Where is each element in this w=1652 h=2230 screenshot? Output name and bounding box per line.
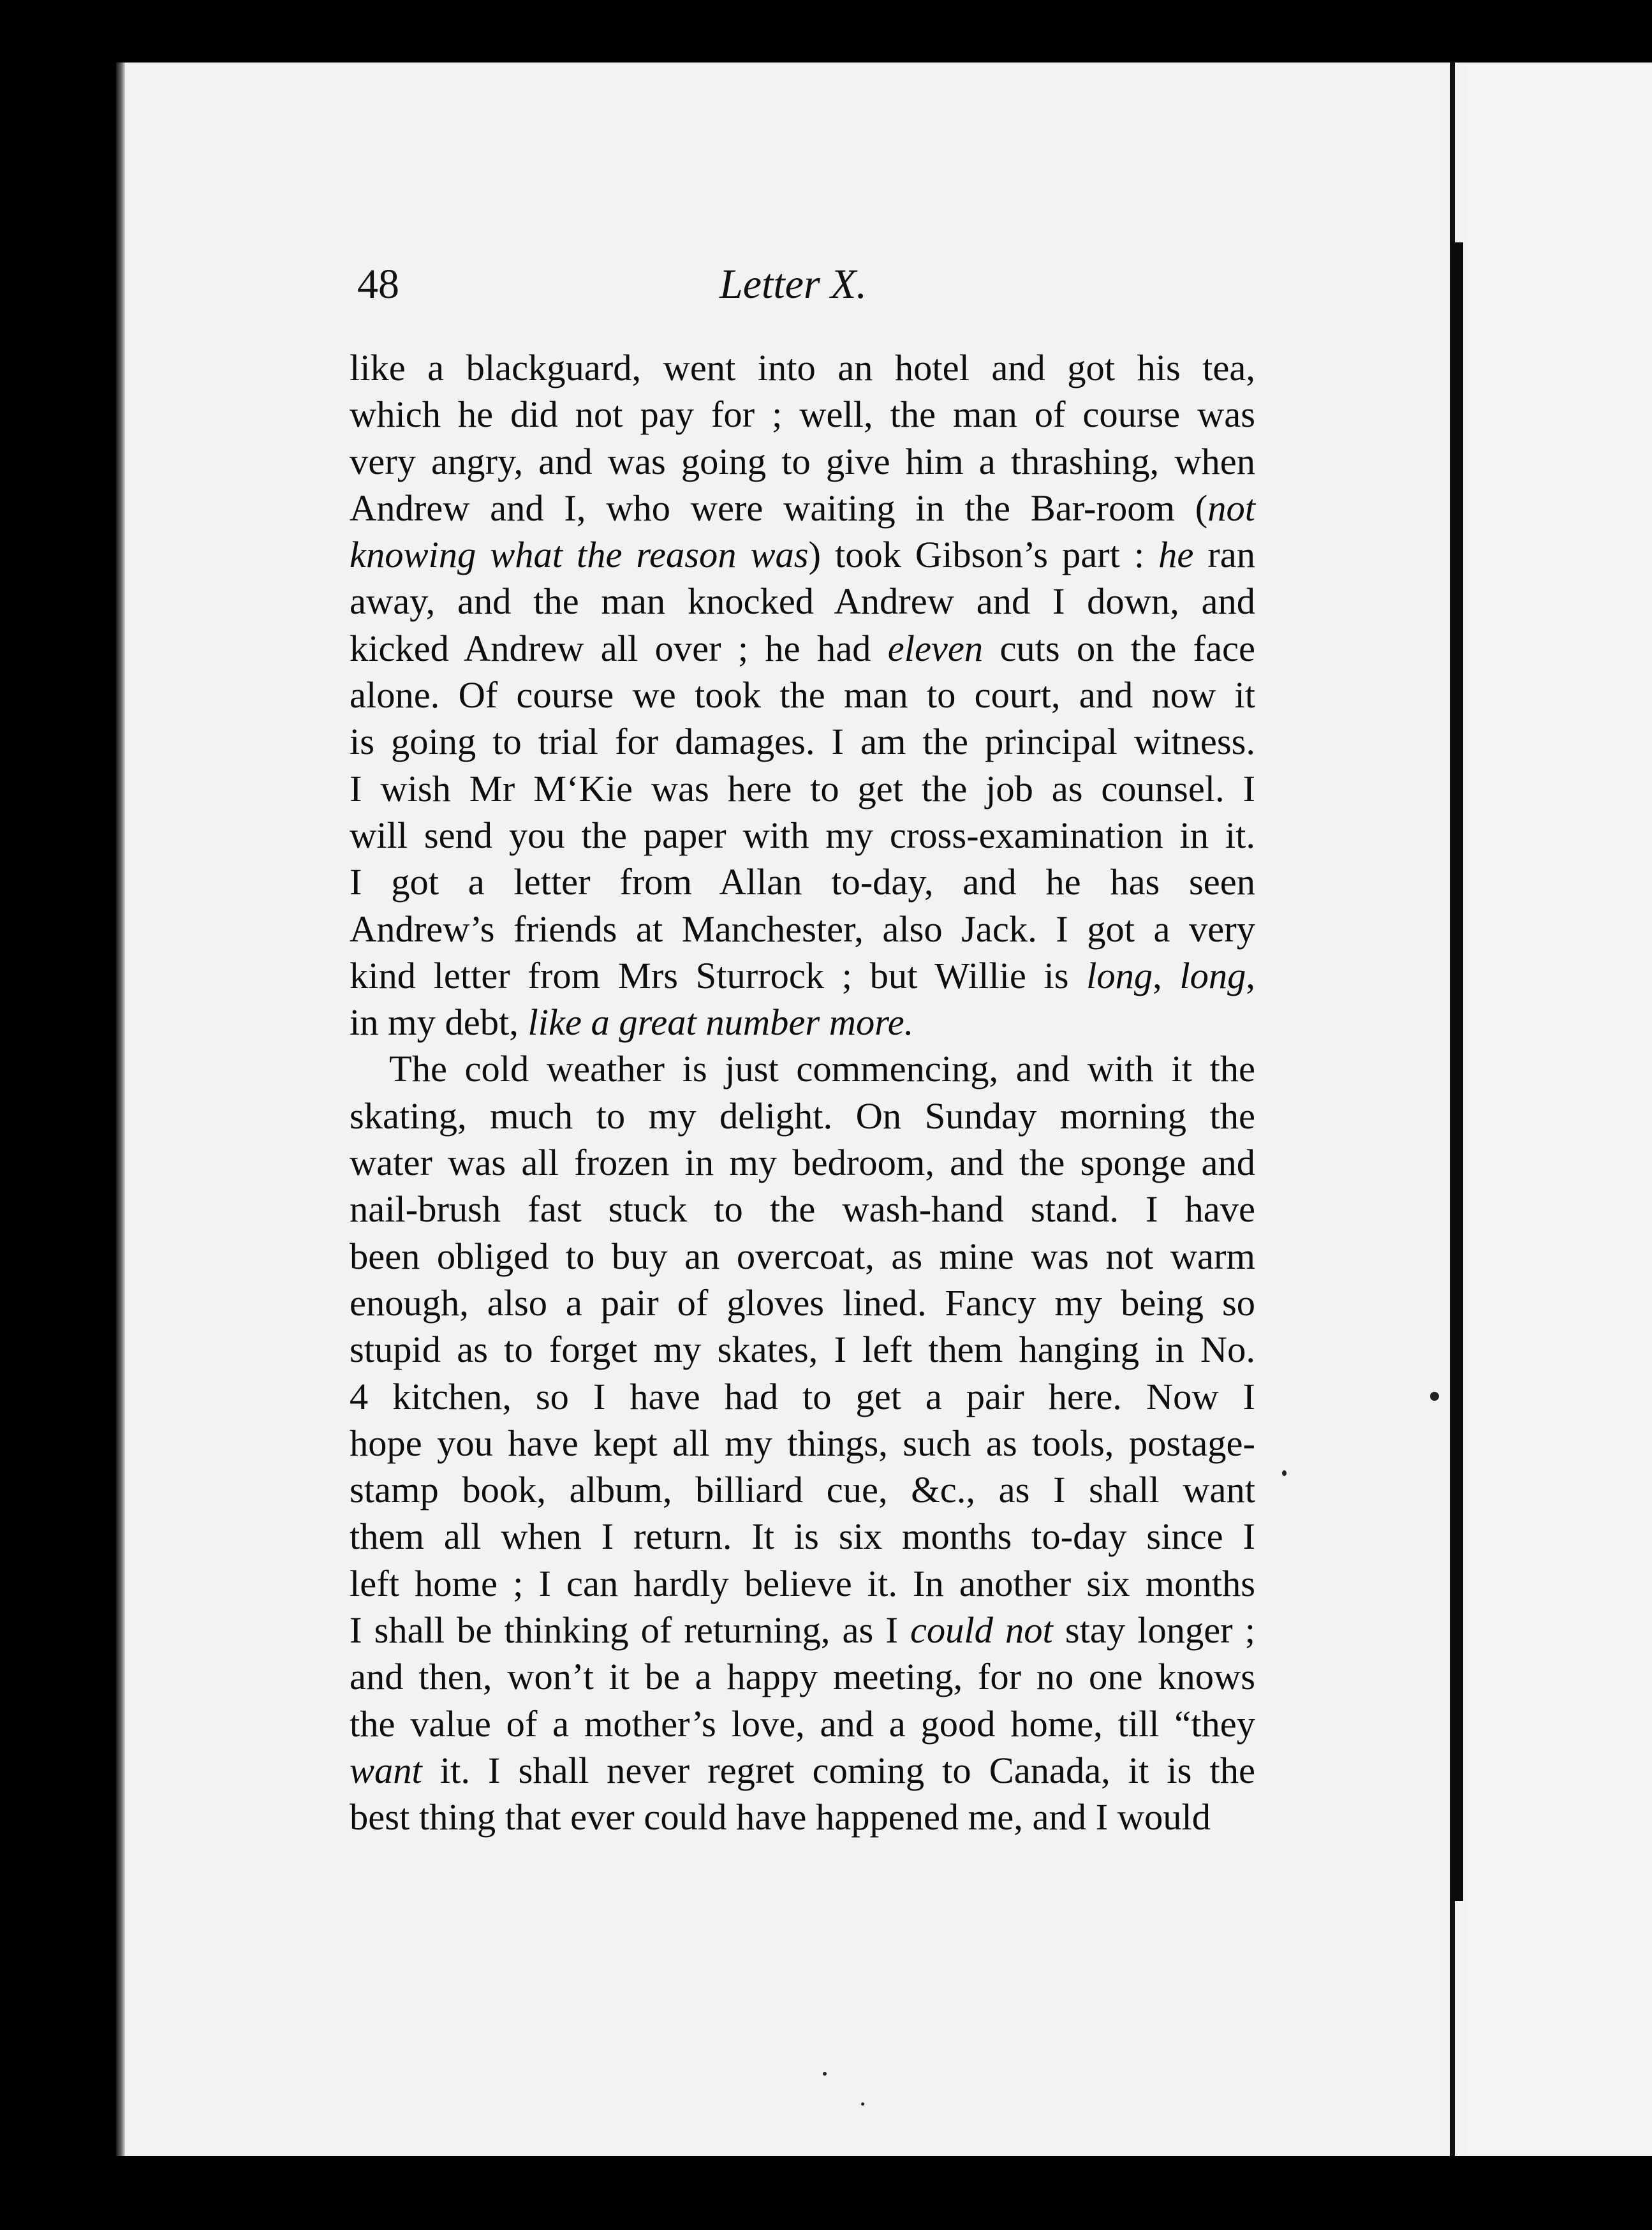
text-run: 4 kitchen, so I have had to get a pair here. Now I <box>350 1375 1255 1417</box>
text-run: Andrew’s friends at Manchester, also Jack. I got a very <box>350 908 1255 950</box>
page-fold-shadow <box>1452 242 1463 1901</box>
text-line <box>350 1607 1255 1653</box>
text-line <box>350 485 1255 531</box>
paragraph <box>350 344 1255 1045</box>
text-line <box>350 1093 1255 1139</box>
text-run: I got a letter from Allan to-day, and he has seen <box>350 861 1255 903</box>
text-run: water was all frozen in my bedroom, and the sponge and <box>350 1142 1255 1184</box>
italic-text: eleven <box>887 627 984 669</box>
text-run: it. I shall never regret coming to Canada, it is the <box>422 1749 1255 1791</box>
text-run: stupid as to forget my skates, I left them hanging in No. <box>350 1329 1255 1371</box>
text-line <box>350 1326 1255 1373</box>
text-run: kind letter from Mrs Sturrock ; but Willie is <box>350 954 1087 996</box>
text-run: I shall be thinking of returning, as I <box>350 1609 910 1651</box>
italic-text: could not <box>910 1609 1053 1651</box>
text-line <box>350 1280 1255 1326</box>
text-run: stay longer ; <box>1052 1609 1255 1651</box>
text-run: cuts on the face <box>983 627 1255 669</box>
text-line <box>350 672 1255 718</box>
text-run: them all when I return. It is six months to-day since I <box>350 1516 1255 1558</box>
text-run: will send you the paper with my cross-examination in it. <box>350 814 1255 856</box>
text-run: nail-brush fast stuck to the wash-hand stand. I have <box>350 1188 1255 1230</box>
text-line <box>350 1233 1255 1280</box>
text-line <box>350 344 1255 391</box>
text-line <box>350 625 1255 672</box>
text-line <box>350 391 1255 438</box>
text-run: left home ; I can hardly believe it. In another six months <box>350 1562 1255 1604</box>
text-run: kicked Andrew all over ; he had <box>350 627 888 669</box>
text-line <box>350 718 1255 765</box>
text-run: is going to trial for damages. I am the principal witness. <box>350 721 1255 763</box>
text-line <box>350 859 1255 905</box>
text-run: enough, also a pair of gloves lined. Fancy my being so <box>350 1281 1255 1324</box>
text-run: alone. Of course we took the man to court, and now it <box>350 674 1255 716</box>
paragraph <box>350 1045 1255 1840</box>
text-line <box>350 952 1255 999</box>
text-run: which he did not pay for ; well, the man of course was <box>350 394 1255 436</box>
text-line <box>350 1420 1255 1466</box>
italic-text: want <box>350 1749 422 1791</box>
text-line <box>350 1794 1255 1840</box>
italic-text: like a great number more. <box>527 1001 914 1044</box>
text-line <box>350 1747 1255 1794</box>
text-run: and then, won’t it be a happy meeting, for no one knows <box>350 1656 1255 1698</box>
text-run: Andrew and I, who were waiting in the Bar-room ( <box>350 487 1208 529</box>
italic-text: long <box>1179 954 1246 996</box>
text-run: been obliged to buy an overcoat, as mine was not warm <box>350 1235 1255 1277</box>
text-run: , <box>1246 954 1256 996</box>
text-line <box>350 1373 1255 1420</box>
text-run: the value of a mother’s love, and a good home, till “they <box>350 1702 1255 1745</box>
text-line <box>350 812 1255 859</box>
text-run: best thing that ever could have happened me, and I would <box>350 1796 1211 1838</box>
page-binding-edge <box>116 63 125 2156</box>
text-line <box>350 1186 1255 1232</box>
italic-text: he <box>1158 534 1194 576</box>
italic-text: knowing what the reason was <box>350 534 809 576</box>
text-line <box>350 438 1255 485</box>
text-run: like a blackguard, went into an hotel and got his tea, <box>350 347 1255 388</box>
text-run: ) took Gibson’s part : <box>808 534 1159 576</box>
text-run: in my debt, <box>350 1001 528 1044</box>
text-line <box>350 1653 1255 1700</box>
text-line <box>350 1560 1255 1607</box>
text-run: The cold weather is just commencing, and with it the <box>389 1048 1255 1090</box>
text-run: ran <box>1193 534 1255 576</box>
body-text <box>350 344 1255 1841</box>
text-run: hope you have kept all my things, such as tools, postage- <box>350 1422 1255 1464</box>
text-line <box>350 999 1255 1045</box>
text-run: very angry, and was going to give him a thrashing, when <box>350 440 1255 482</box>
text-line <box>350 1045 1255 1092</box>
text-line <box>350 1701 1255 1747</box>
text-line <box>350 1139 1255 1186</box>
text-run: away, and the man knocked Andrew and I down, and <box>350 580 1255 623</box>
text-run: I wish Mr M‘Kie was here to get the job as counsel. I <box>350 767 1255 809</box>
page-header <box>357 260 1263 318</box>
text-line <box>350 531 1255 578</box>
opposite-page-strip <box>1467 63 1652 2156</box>
text-line <box>350 765 1255 812</box>
text-line <box>350 906 1255 952</box>
text-run: , <box>1153 954 1180 996</box>
italic-text: not <box>1207 487 1255 529</box>
text-line <box>350 578 1255 624</box>
italic-text: long <box>1086 954 1153 996</box>
text-run: skating, much to my delight. On Sunday morning the <box>350 1095 1255 1137</box>
text-run: stamp book, album, billiard cue, &c., as I shall want <box>350 1469 1255 1511</box>
running-head: Letter X. <box>719 261 867 307</box>
text-line <box>350 1466 1255 1513</box>
page-number: 48 <box>357 261 399 307</box>
text-line <box>350 1513 1255 1560</box>
